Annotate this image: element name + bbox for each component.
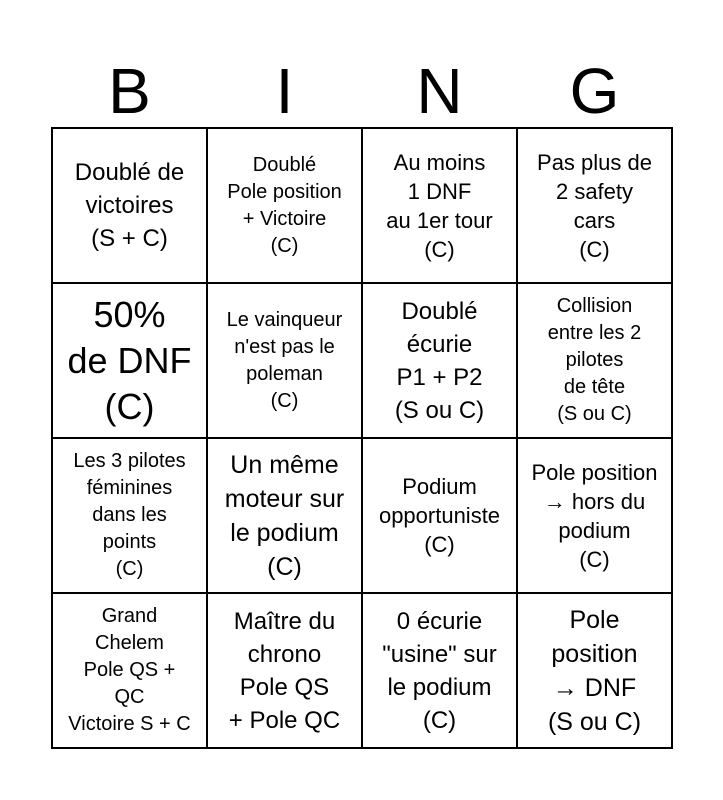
title-letter-i: I <box>275 55 294 127</box>
bingo-cell-r3c3[interactable]: Podium opportuniste (C) <box>363 439 518 594</box>
bingo-cell-r3c4[interactable]: Pole position → hors du podium (C) <box>518 439 673 594</box>
bingo-cell-r4c3[interactable]: 0 écurie "usine" sur le podium (C) <box>363 594 518 749</box>
bingo-cell-r1c3[interactable]: Au moins 1 DNF au 1er tour (C) <box>363 129 518 284</box>
title-letter-n: N <box>416 55 463 127</box>
bingo-cell-r1c4[interactable]: Pas plus de 2 safety cars (C) <box>518 129 673 284</box>
title-letter-b: B <box>108 55 151 127</box>
bingo-title <box>52 55 672 127</box>
bingo-cell-r1c1[interactable]: Doublé de victoires (S + C) <box>53 129 208 284</box>
bingo-cell-r4c2[interactable]: Maître du chrono Pole QS + Pole QC <box>208 594 363 749</box>
bingo-cell-r4c4[interactable]: Pole position → DNF (S ou C) <box>518 594 673 749</box>
bingo-grid <box>51 127 673 749</box>
bingo-cell-r2c4[interactable]: Collision entre les 2 pilotes de tête (S ou C) <box>518 284 673 439</box>
bingo-cell-r4c1[interactable]: Grand Chelem Pole QS + QC Victoire S + C <box>53 594 208 749</box>
bingo-cell-r3c1[interactable]: Les 3 pilotes féminines dans les points (C) <box>53 439 208 594</box>
title-letter-g: G <box>569 55 620 127</box>
bingo-cell-r2c1[interactable]: 50% de DNF (C) <box>53 284 208 439</box>
bingo-cell-r2c3[interactable]: Doublé écurie P1 + P2 (S ou C) <box>363 284 518 439</box>
bingo-cell-r3c2[interactable]: Un même moteur sur le podium (C) <box>208 439 363 594</box>
bingo-cell-r1c2[interactable]: Doublé Pole position + Victoire (C) <box>208 129 363 284</box>
bingo-cell-r2c2[interactable]: Le vainqueur n'est pas le poleman (C) <box>208 284 363 439</box>
